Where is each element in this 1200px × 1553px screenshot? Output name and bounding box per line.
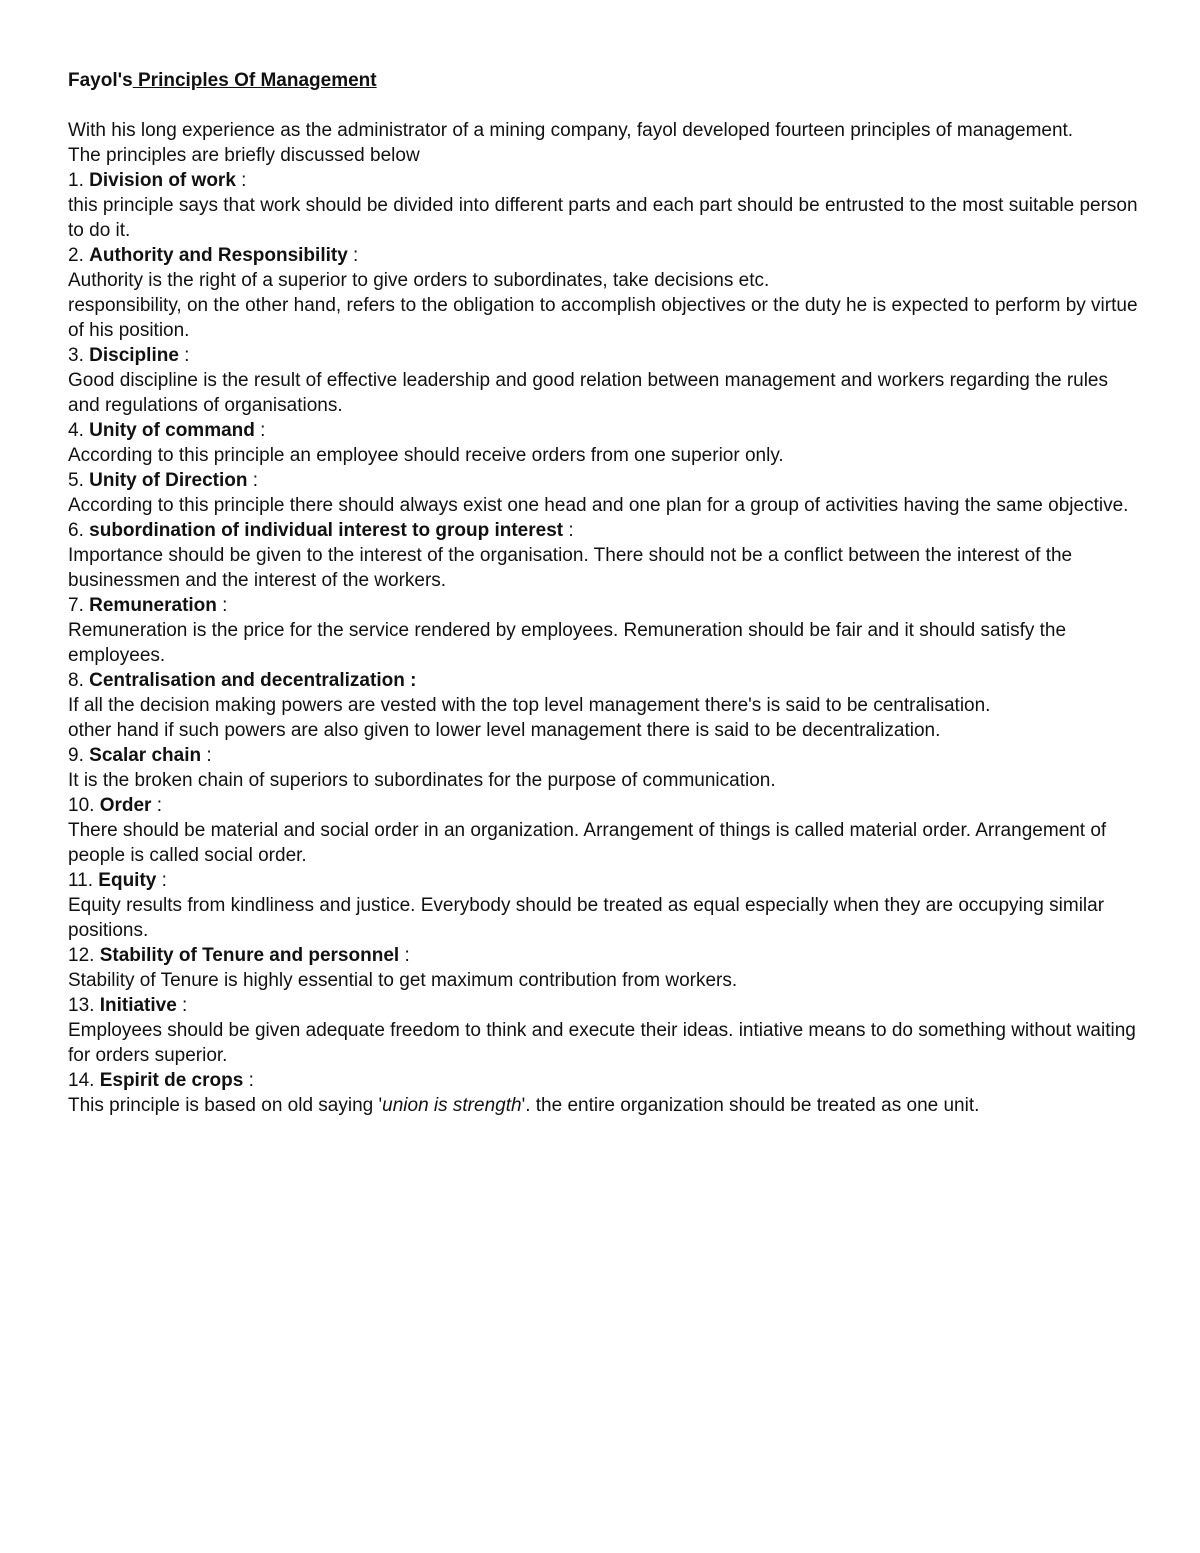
principle-body-10: There should be material and social order in an organization. Arrangement of things is called material order. Arrangement of people is called social order. xyxy=(68,820,1107,866)
principle-number: 6. xyxy=(68,520,84,541)
principle-heading-5 xyxy=(68,468,1143,493)
principle-heading-10 xyxy=(68,793,1143,818)
principle-colon: : xyxy=(216,595,228,616)
title-rest: Principles Of Management xyxy=(132,70,377,91)
principle-name: Stability of Tenure and personnel xyxy=(99,945,400,966)
principle-number: 11. xyxy=(68,870,94,891)
principle-colon: : xyxy=(254,420,266,441)
principle-name: Unity of Direction xyxy=(89,470,248,491)
principle-colon: : xyxy=(151,795,163,816)
principle-body-2b: responsibility, on the other hand, refers to the obligation to accomplish objectives or the duty he is expected to perform by virtue of his position. xyxy=(68,295,1138,341)
principle-number: 3. xyxy=(68,345,84,366)
quote-lead-text: This principle is based on old saying ' xyxy=(68,1095,383,1116)
principle-name: subordination of individual interest to group interest xyxy=(89,520,564,541)
principle-number: 9. xyxy=(68,745,84,766)
principle-name: Order xyxy=(99,795,152,816)
principle-heading-2 xyxy=(68,243,1143,268)
principle-heading-4 xyxy=(68,418,1143,443)
principle-number: 4. xyxy=(68,420,84,441)
principle-number: 12. xyxy=(68,945,95,966)
principle-number: 7. xyxy=(68,595,84,616)
quote-trail-text: '. the entire organization should be treated as one unit. xyxy=(521,1095,980,1116)
principle-heading-11 xyxy=(68,868,1143,893)
principle-colon: : xyxy=(201,745,212,766)
principle-colon: : xyxy=(347,245,359,266)
principle-name: Equity xyxy=(98,870,157,891)
principle-colon: : xyxy=(156,870,167,891)
principle-heading-9 xyxy=(68,743,1143,768)
principle-name: Remuneration xyxy=(89,595,217,616)
principle-number: 8. xyxy=(68,670,84,691)
principle-name: Unity of command xyxy=(89,420,255,441)
principle-body-13: Employees should be given adequate freedom to think and execute their ideas. intiative means to do something without waiting for orders superior. xyxy=(68,1020,1136,1066)
principle-colon: : xyxy=(235,170,247,191)
principle-name: Discipline xyxy=(89,345,179,366)
principle-name: Division of work xyxy=(89,170,236,191)
principle-heading-14 xyxy=(68,1068,1143,1093)
principle-heading-13 xyxy=(68,993,1143,1018)
principle-number: 5. xyxy=(68,470,84,491)
title-possessive: Fayol's xyxy=(68,70,133,91)
principle-body-2a: Authority is the right of a superior to give orders to subordinates, take decisions etc. xyxy=(68,270,770,291)
principle-body-8b: other hand if such powers are also given to lower level management there is said to be decentralization. xyxy=(68,720,941,741)
quoted-saying: union is strength xyxy=(382,1095,522,1116)
principle-body-12: Stability of Tenure is highly essential to get maximum contribution from workers. xyxy=(68,970,738,991)
principle-colon: : xyxy=(399,945,410,966)
principle-colon: : xyxy=(247,470,259,491)
intro-line: The principles are briefly discussed below xyxy=(68,145,420,166)
principle-body-4: According to this principle an employee should receive orders from one superior only. xyxy=(68,445,784,466)
principle-number: 1. xyxy=(68,170,84,191)
principle-name: Centralisation and decentralization : xyxy=(89,670,417,691)
principle-name: Scalar chain xyxy=(89,745,202,766)
principle-body-5: According to this principle there should always exist one head and one plan for a group of activities having the same objective. xyxy=(68,495,1129,516)
principle-number: 10. xyxy=(68,795,95,816)
principle-body-3: Good discipline is the result of effective leadership and good relation between management and workers regarding the rules and regulations of organisations. xyxy=(68,370,1108,416)
principle-colon: : xyxy=(176,995,188,1016)
principle-body-11: Equity results from kindliness and justice. Everybody should be treated as equal especially when they are occupying similar positions. xyxy=(68,895,1105,941)
principle-colon: : xyxy=(178,345,190,366)
principle-number: 2. xyxy=(68,245,84,266)
intro-paragraph: With his long experience as the administrator of a mining company, fayol developed fourteen principles of management. xyxy=(68,120,1074,141)
principle-heading-1 xyxy=(68,168,1143,193)
principle-colon: : xyxy=(243,1070,254,1091)
principle-number: 14. xyxy=(68,1070,95,1091)
principle-body-6: Importance should be given to the interest of the organisation. There should not be a conflict between the interest of the businessmen and the interest of the workers. xyxy=(68,545,1073,591)
principle-body-1: this principle says that work should be divided into different parts and each part should be entrusted to the most suitable person to do it. xyxy=(68,195,1138,241)
principle-heading-7 xyxy=(68,593,1143,618)
principle-body-7: Remuneration is the price for the service rendered by employees. Remuneration should be fair and it should satisfy the employees. xyxy=(68,620,1067,666)
principle-body-8a: If all the decision making powers are vested with the top level management there's is said to be centralisation. xyxy=(68,695,991,716)
principle-heading-3 xyxy=(68,343,1143,368)
principle-body-14 xyxy=(68,1093,1143,1118)
document-title xyxy=(68,68,1143,93)
principle-heading-6 xyxy=(68,518,1143,543)
principle-colon: : xyxy=(563,520,574,541)
principle-body-9: It is the broken chain of superiors to subordinates for the purpose of communication. xyxy=(68,770,776,791)
principle-name: Authority and Responsibility xyxy=(89,245,348,266)
principle-heading-12 xyxy=(68,943,1143,968)
principle-heading-8 xyxy=(68,668,1143,693)
title-spacer xyxy=(68,93,1143,118)
principle-name: Espirit de crops xyxy=(99,1070,244,1091)
principle-name: Initiative xyxy=(99,995,177,1016)
principle-number: 13. xyxy=(68,995,95,1016)
document-content xyxy=(68,68,1143,1118)
